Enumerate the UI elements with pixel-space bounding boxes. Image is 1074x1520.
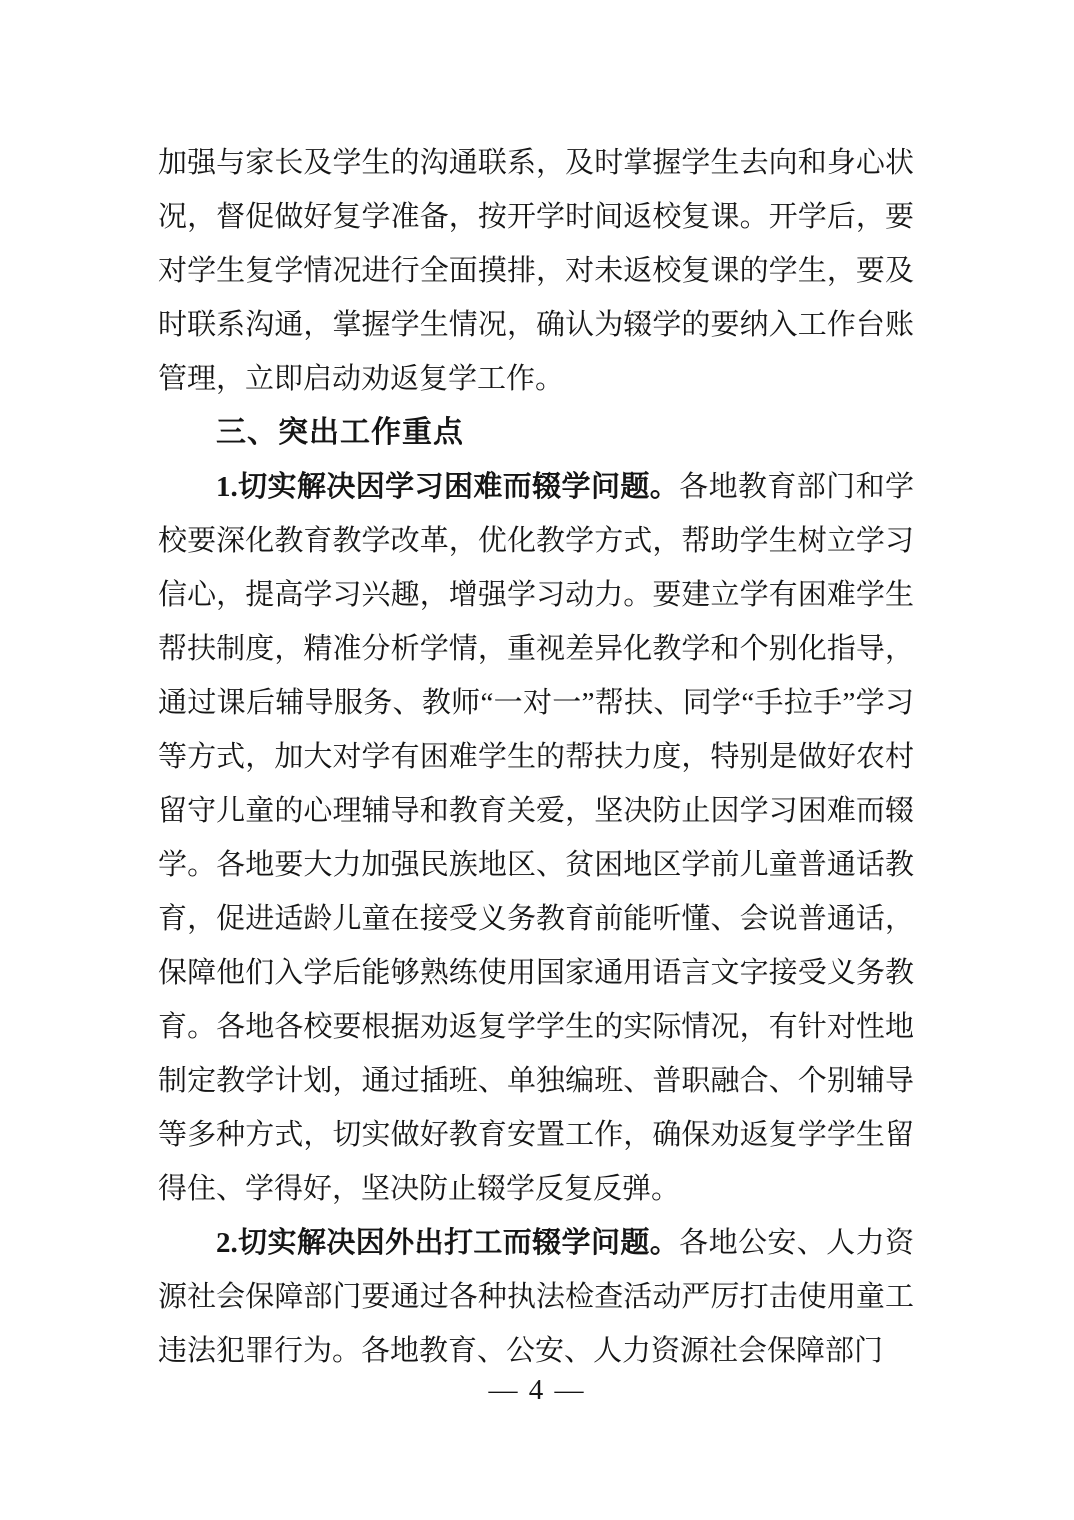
paragraph-intro: 加强与家长及学生的沟通联系，及时掌握学生去向和身心状况，督促做好复学准备，按开学时间返校复课。开学后，要对学生复学情况进行全面摸排，对未返校复课的学生，要及时联系沟通，掌握学生情况，确认为辍学的要纳入工作台账管理，立即启动劝返复学工作。 (158, 147, 914, 395)
item-2-paragraph (158, 1216, 914, 1378)
document-body (158, 136, 914, 1378)
section-heading: 三、突出工作重点 (216, 416, 464, 449)
item-2-lead: 2.切实解决因外出打工而辍学问题。 (216, 1227, 680, 1259)
item-1-body: 各地教育部门和学校要深化教育教学改革，优化教学方式，帮助学生树立学习信心，提高学习兴趣，增强学习动力。要建立学有困难学生帮扶制度，精准分析学情，重视差异化教学和个别化指导，通过课后辅导服务、教师“一对一”帮扶、同学“手拉手”学习等方式，加大对学有困难学生的帮扶力度，特别是做好农村留守儿童的心理辅导和教育关爱，坚决防止因学习困难而辍学。各地要大力加强民族地区、贫困地区学前儿童普通话教育，促进适龄儿童在接受义务教育前能听懂、会说普通话，保障他们入学后能够熟练使用国家通用语言文字接受义务教育。各地各校要根据劝返复学学生的实际情况，有针对性地制定教学计划，通过插班、单独编班、普职融合、个别辅导等多种方式，切实做好教育安置工作，确保劝返复学学生留得住、学得好，坚决防止辍学反复反弹。 (158, 471, 914, 1205)
item-2-body: 各地公安、人力资源社会保障部门要通过各种执法检查活动严厉打击使用童工违法犯罪行为。各地教育、公安、人力资源社会保障部门 (158, 1227, 914, 1367)
item-1-lead: 1.切实解决因学习困难而辍学问题。 (216, 471, 680, 503)
page-number: — 4 — (488, 1374, 586, 1406)
item-1-paragraph (158, 460, 914, 1216)
